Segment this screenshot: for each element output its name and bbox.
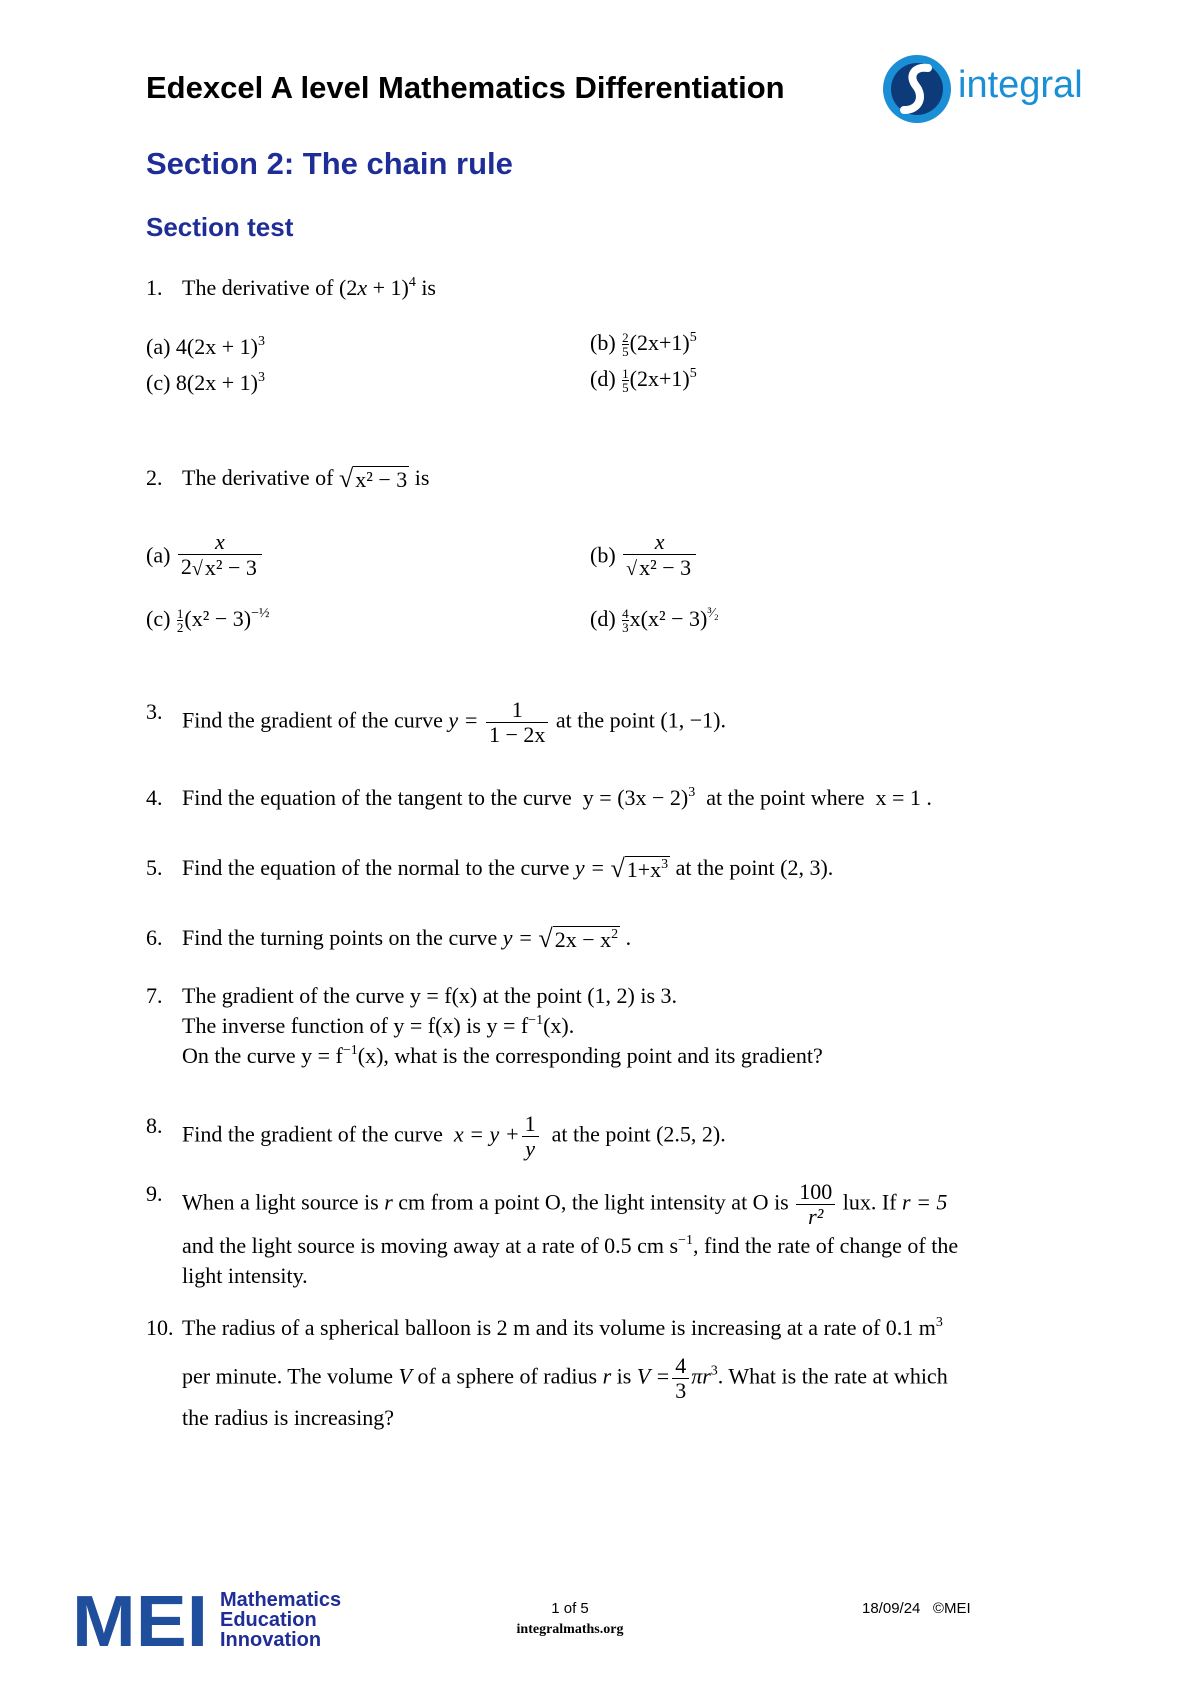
option-1a: (a) $4(2x + 1)^3$ — [146, 334, 265, 359]
question-number: 9. — [146, 1181, 163, 1206]
question-text: Find the gradient of the curve y = $\frac{1}{1 - 2x}$ at the point (1, −1). — [182, 697, 726, 747]
question-text: Find the equation of the tangent to the curve $y = (3x - 2)^3$ at the point where x = 1 . — [182, 785, 932, 810]
question-text: The derivative of √x² − 3 is — [182, 464, 430, 494]
question-number: 4. — [146, 785, 163, 810]
question-number: 7. — [146, 983, 163, 1008]
question-number: 5. — [146, 855, 163, 880]
integral-brand-text: integral — [958, 64, 1083, 106]
document-title: Edexcel A level Mathematics Differentiation — [146, 70, 785, 105]
question-text: Find the turning points on the curve $y = √2x - x^2$ . — [182, 924, 632, 954]
section-title: Section 2: The chain rule — [146, 146, 513, 181]
question-number: 8. — [146, 1113, 163, 1138]
question-number: 2. — [146, 465, 163, 490]
question-number: 6. — [146, 925, 163, 950]
question-number: 3. — [146, 699, 163, 724]
option-1d: (d) $\frac{1}{5}$ $(2x+1)^5$ — [590, 366, 697, 396]
option-2c: (c) $\frac{1}{2}$ $(x^2 - 3)^{-\frac{1}{2}}$ — [146, 606, 270, 636]
question-text: Find the gradient of the curve x = y + $\frac{1}{y}$ at the point (2.5, 2). — [182, 1111, 726, 1161]
page-number: 1 of 5 — [551, 1600, 589, 1617]
question-number: 10. — [146, 1315, 174, 1340]
option-1c: (c) $8(2x + 1)^3$ — [146, 370, 265, 395]
website-url: integralmaths.org — [516, 1622, 624, 1637]
option-2d: (d) $\frac{4}{3}$ $x(x^2 - 3)^{^3⁄_2}$ — [590, 606, 719, 636]
section-subtitle: Section test — [146, 212, 294, 242]
question-text-line-1: When a light source is r cm from a point O, the light intensity at O is $\frac{100}{\text{r²}}$ lux. If r = 5 — [182, 1179, 948, 1229]
svg-text:MEI: MEI — [72, 1588, 208, 1650]
question-number: 1. — [146, 275, 163, 300]
question-text: Find the equation of the normal to the curve $y = √1+x^3$ at the point (2, 3). — [182, 854, 834, 884]
question-text-line-1: The radius of a spherical balloon is 2 m and its volume is increasing at a rate of 0.1 $m^3$ — [182, 1315, 943, 1340]
question-text-line-1: The gradient of the curve y = f(x) at the point (1, 2) is 3. — [182, 983, 678, 1008]
integral-s-icon — [880, 52, 954, 126]
footer-date-copyright: 18/09/24 ©MEI — [862, 1600, 971, 1617]
integral-logo — [880, 52, 1120, 126]
option-1b: (b) $\frac{2}{5}$ $(2x+1)^5$ — [590, 330, 697, 360]
mei-logo — [72, 1588, 392, 1654]
mei-wordmark: Mathematics Education Innovation — [220, 1589, 342, 1651]
document-page: Edexcel A level Mathematics Differentiation integral Section 2: The chain rule Section test 1. The derivative of $(2x + 1)^4$ is (a) $4(2x + 1)^3$ (b) $\frac{2}{5}$ $(2x+1)^5$ (c) $8(2x + 1)^3$ (d) $\frac{1}{5}$ $(2x+1)^5$ 2. The derivative of √x² − 3 is (a) $\frac{x}{\text{2√x² − 3}}$ (b) $\frac{x}{\text{√x² − 3}}$ (c) $\frac{1}{2}$ $(x^2 - 3)^{-\frac{1}{2}}$ (d) $\frac{4}{3}$ $x(x^2 - 3)^{^3⁄_2}$ 3. Find the gradient of the curve y = $\frac{1}{1 - 2x}$ at the point (1, −1). 4. Find the equation of the tangent to the curve $y = (3x - 2)^3$ at the point where x = 1 . 5. Find the equation of the normal to the curve $y = √1+x^3$ at the point (2, 3). 6. Find the turning points on the curve $y = √2x - x^2$ . 7. The gradient of the curve y = f(x) at the point (1, 2) is 3. The inverse function of y = f(x) is $y = f^{-1}(x)$. On the curve $y = f^{-1}(x)$, what is the corresponding point and its gradient? 8. Find the gradient of the curve x = y + $\frac{1}{y}$ at the point (2.5, 2). 9. When a light source is r cm from a point O, the light intensity at O is $\frac{100}{\text{r²}}$ lux. If r = 5 and the light source is moving away at a rate of 0.5 cm $s^{-1}$, find the rate of change of the light intensity. 10. The radius of a spherical balloon is 2 m and its volume is increasing at a rate of 0.1 $m^3$ per minute. The volume V of a sphere of radius r is V = $\frac{4}{3}$ $\pi r^3$. What is the rate at which the radius is increasing? MEI Mathematics Education Innovation 1 of 5 integralmaths.org 18/09/24 ©MEI — [0, 0, 1200, 1696]
option-2b: (b) $\frac{x}{\text{√x² − 3}}$ — [590, 530, 698, 581]
option-2a: (a) $\frac{x}{\text{2√x² − 3}}$ — [146, 530, 264, 581]
mei-letters-logo — [72, 1588, 212, 1650]
question-text: The derivative of $(2x + 1)^4$ is — [182, 275, 436, 300]
